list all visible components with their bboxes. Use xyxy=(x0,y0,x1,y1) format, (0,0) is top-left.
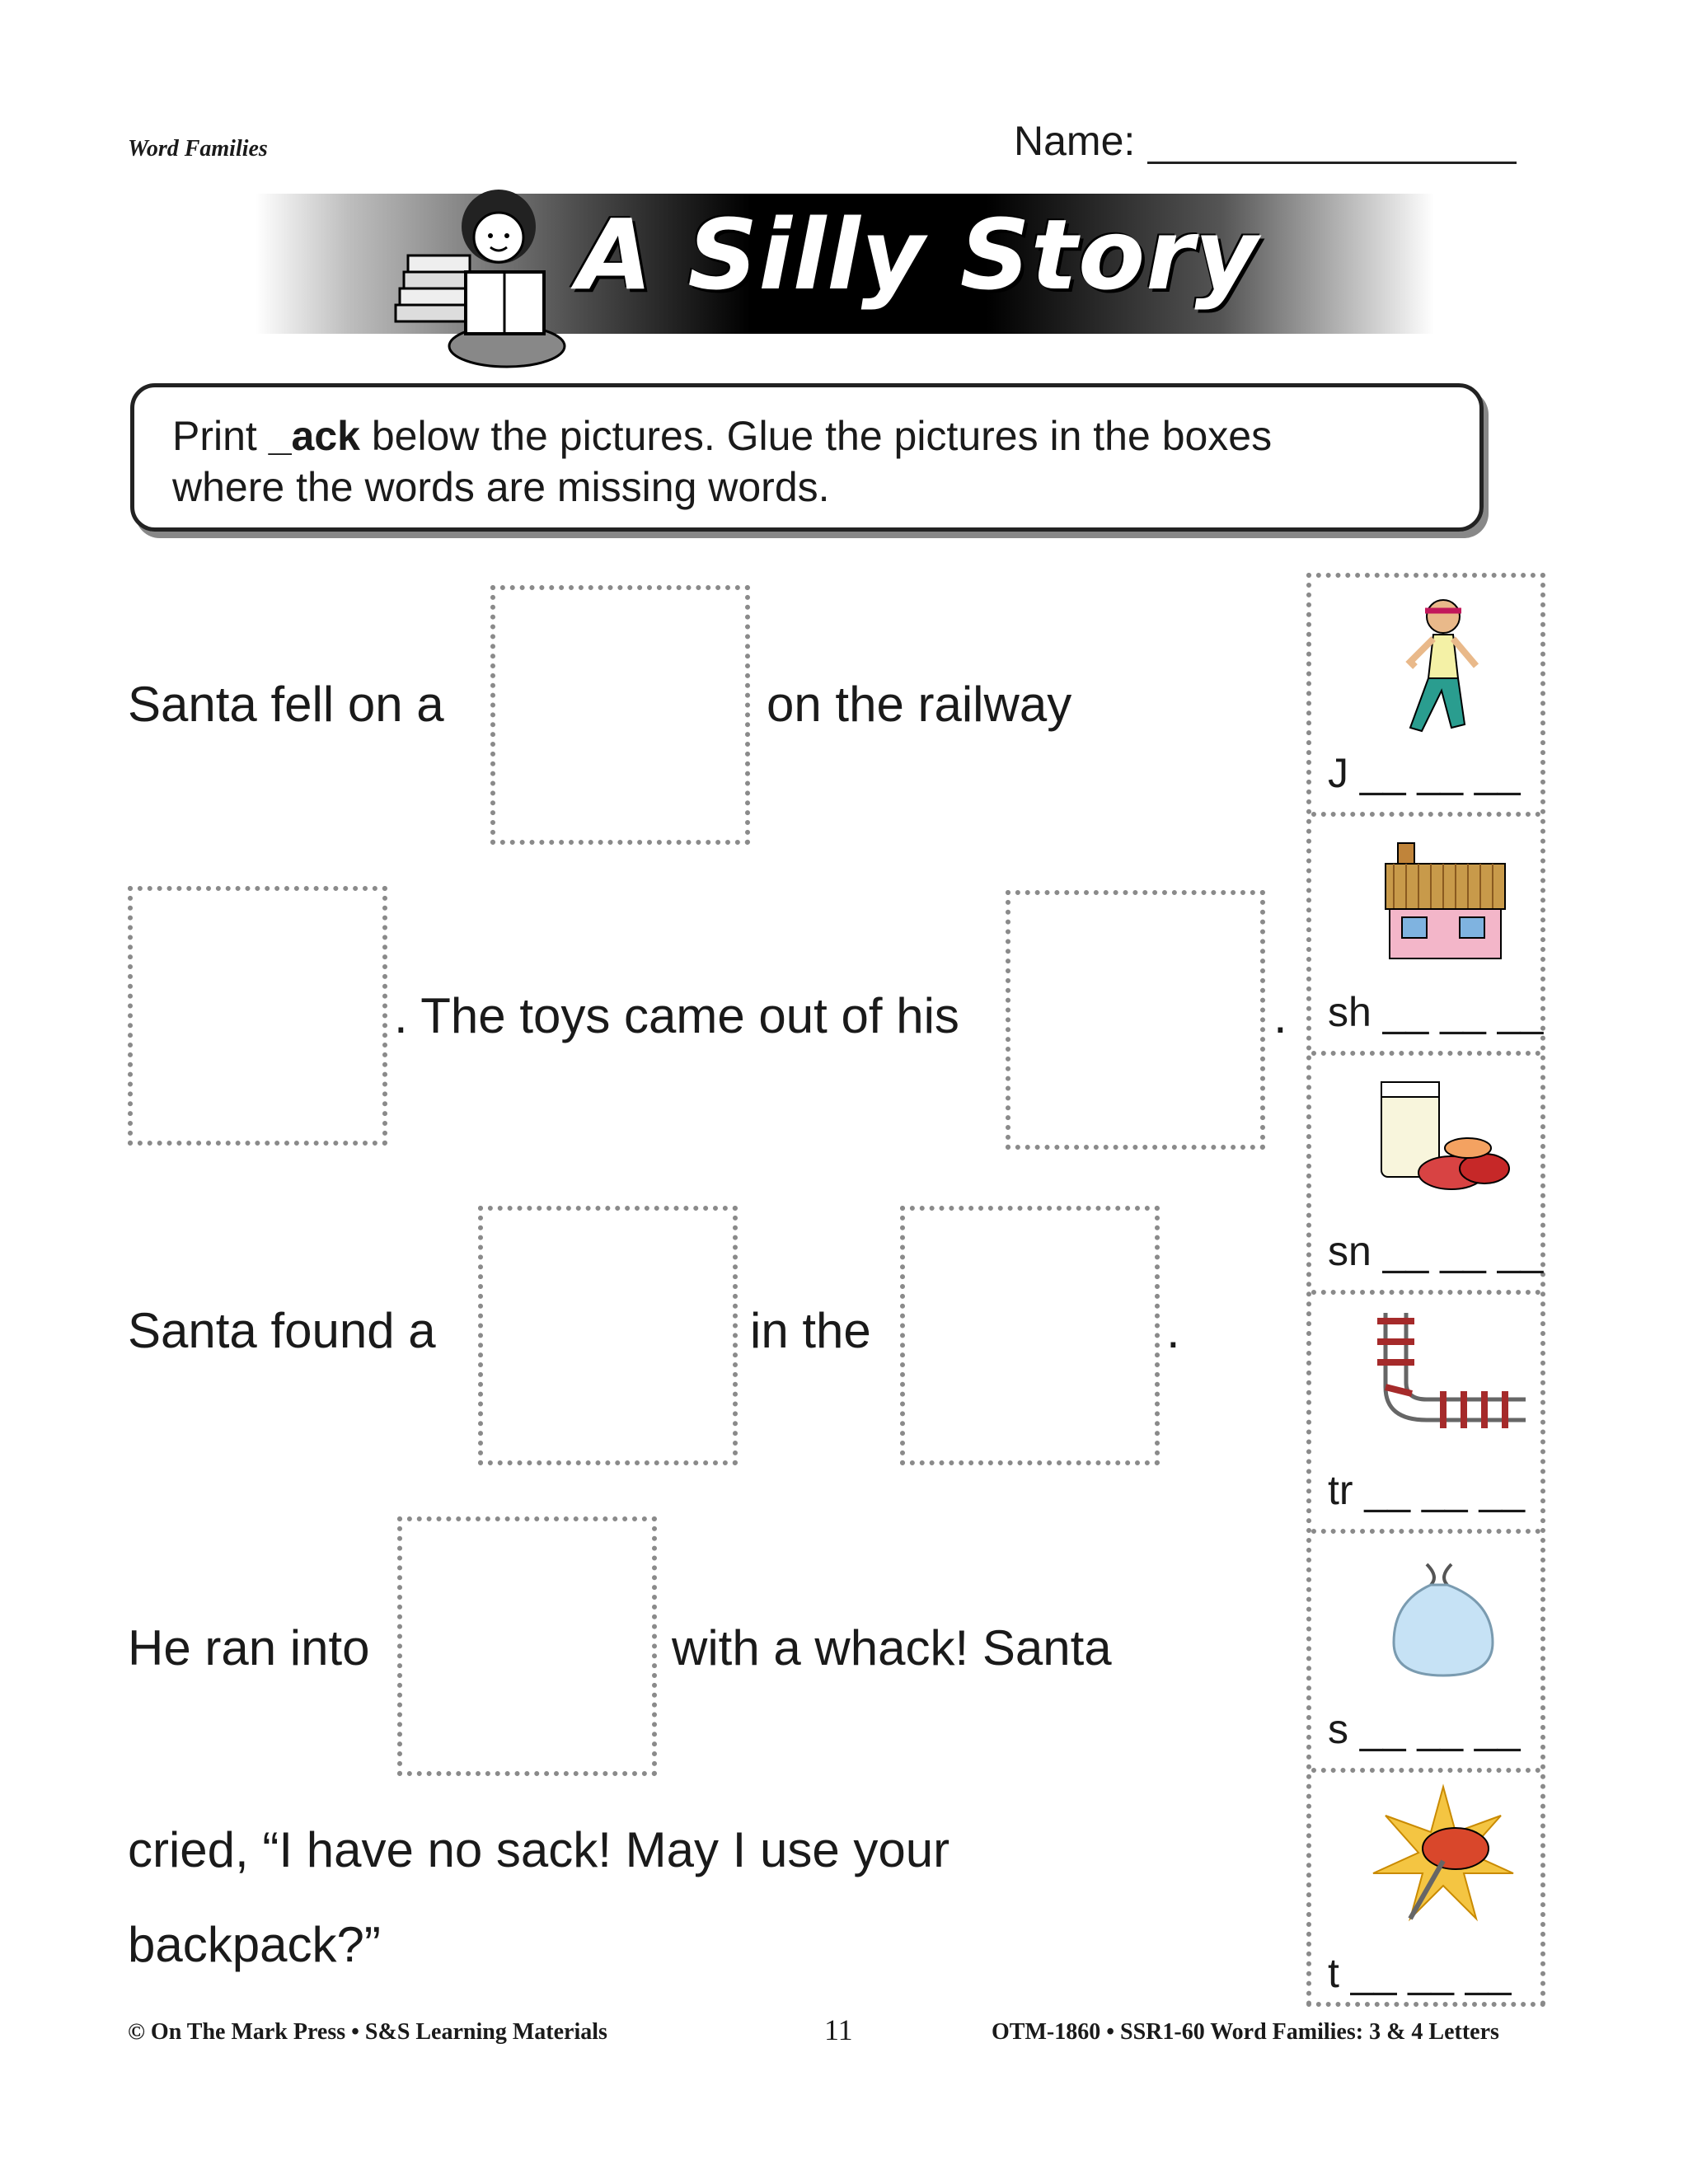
glue-box-1[interactable] xyxy=(490,585,750,845)
snack-icon xyxy=(1361,1066,1526,1222)
picture-label-track: tr __ __ __ xyxy=(1328,1467,1526,1513)
story-text-3c: . xyxy=(1166,1303,1180,1358)
instructions-box xyxy=(130,383,1484,532)
tack-icon xyxy=(1361,1783,1526,1939)
story-text-2b: . xyxy=(1273,988,1287,1043)
sack-icon xyxy=(1361,1544,1526,1700)
name-label: Name: xyxy=(1014,118,1136,164)
instructions-line-2: where the words are missing words. xyxy=(172,464,830,510)
shack-icon xyxy=(1361,827,1526,983)
story-text-2a: . The toys came out of his xyxy=(394,988,959,1043)
glue-box-2[interactable] xyxy=(128,886,387,1146)
picture-cell-snack[interactable] xyxy=(1311,1056,1544,1295)
story-text-3a: Santa found a xyxy=(128,1303,436,1358)
story-text-4a: He ran into xyxy=(128,1620,370,1675)
story-text-1b: on the railway xyxy=(767,677,1072,732)
glue-box-3[interactable] xyxy=(1006,890,1265,1150)
picture-label-sack: s __ __ __ xyxy=(1328,1706,1521,1752)
picture-cell-shack[interactable] xyxy=(1311,817,1544,1056)
instr-prefix: Print xyxy=(172,413,269,459)
footer-code: OTM-1860 • SSR1-60 Word Families: 3 & 4 Letters xyxy=(992,2019,1499,2045)
reading-girl-icon xyxy=(387,181,577,371)
name-line[interactable] xyxy=(1147,162,1517,164)
story-text-1a: Santa fell on a xyxy=(128,677,444,732)
jack-boy-icon xyxy=(1361,588,1526,744)
story-text-6: backpack?” xyxy=(128,1917,381,1972)
picture-label-snack: sn __ __ __ xyxy=(1328,1228,1544,1274)
page-title: A Silly Story xyxy=(577,198,1259,312)
picture-cutouts xyxy=(1306,573,1545,2007)
instructions-line-1 xyxy=(172,410,1442,462)
picture-label-shack: sh __ __ __ xyxy=(1328,989,1544,1035)
page-number: 11 xyxy=(824,2013,853,2046)
instr-rest: below the pictures. Glue the pictures in the boxes xyxy=(359,413,1273,459)
picture-cell-track[interactable] xyxy=(1311,1295,1540,1534)
footer-copyright: © On The Mark Press • S&S Learning Materials xyxy=(128,2019,607,2045)
glue-box-4[interactable] xyxy=(478,1206,738,1465)
picture-label-tack: t __ __ __ xyxy=(1328,1950,1512,1996)
section-label: Word Families xyxy=(128,136,268,162)
story-text-4b: with a whack! Santa xyxy=(672,1620,1112,1675)
picture-label-jack: J __ __ __ xyxy=(1328,750,1521,796)
picture-cell-sack[interactable] xyxy=(1311,1534,1540,1773)
story-text-3b: in the xyxy=(750,1303,871,1358)
glue-box-5[interactable] xyxy=(900,1206,1160,1465)
track-icon xyxy=(1361,1305,1526,1461)
picture-cell-jack[interactable] xyxy=(1311,578,1540,817)
instr-bold-ack: _ack xyxy=(268,413,360,459)
glue-box-6[interactable] xyxy=(397,1516,657,1776)
picture-cell-tack[interactable] xyxy=(1311,1773,1540,2012)
story-text-5: cried, “I have no sack! May I use your xyxy=(128,1822,950,1877)
